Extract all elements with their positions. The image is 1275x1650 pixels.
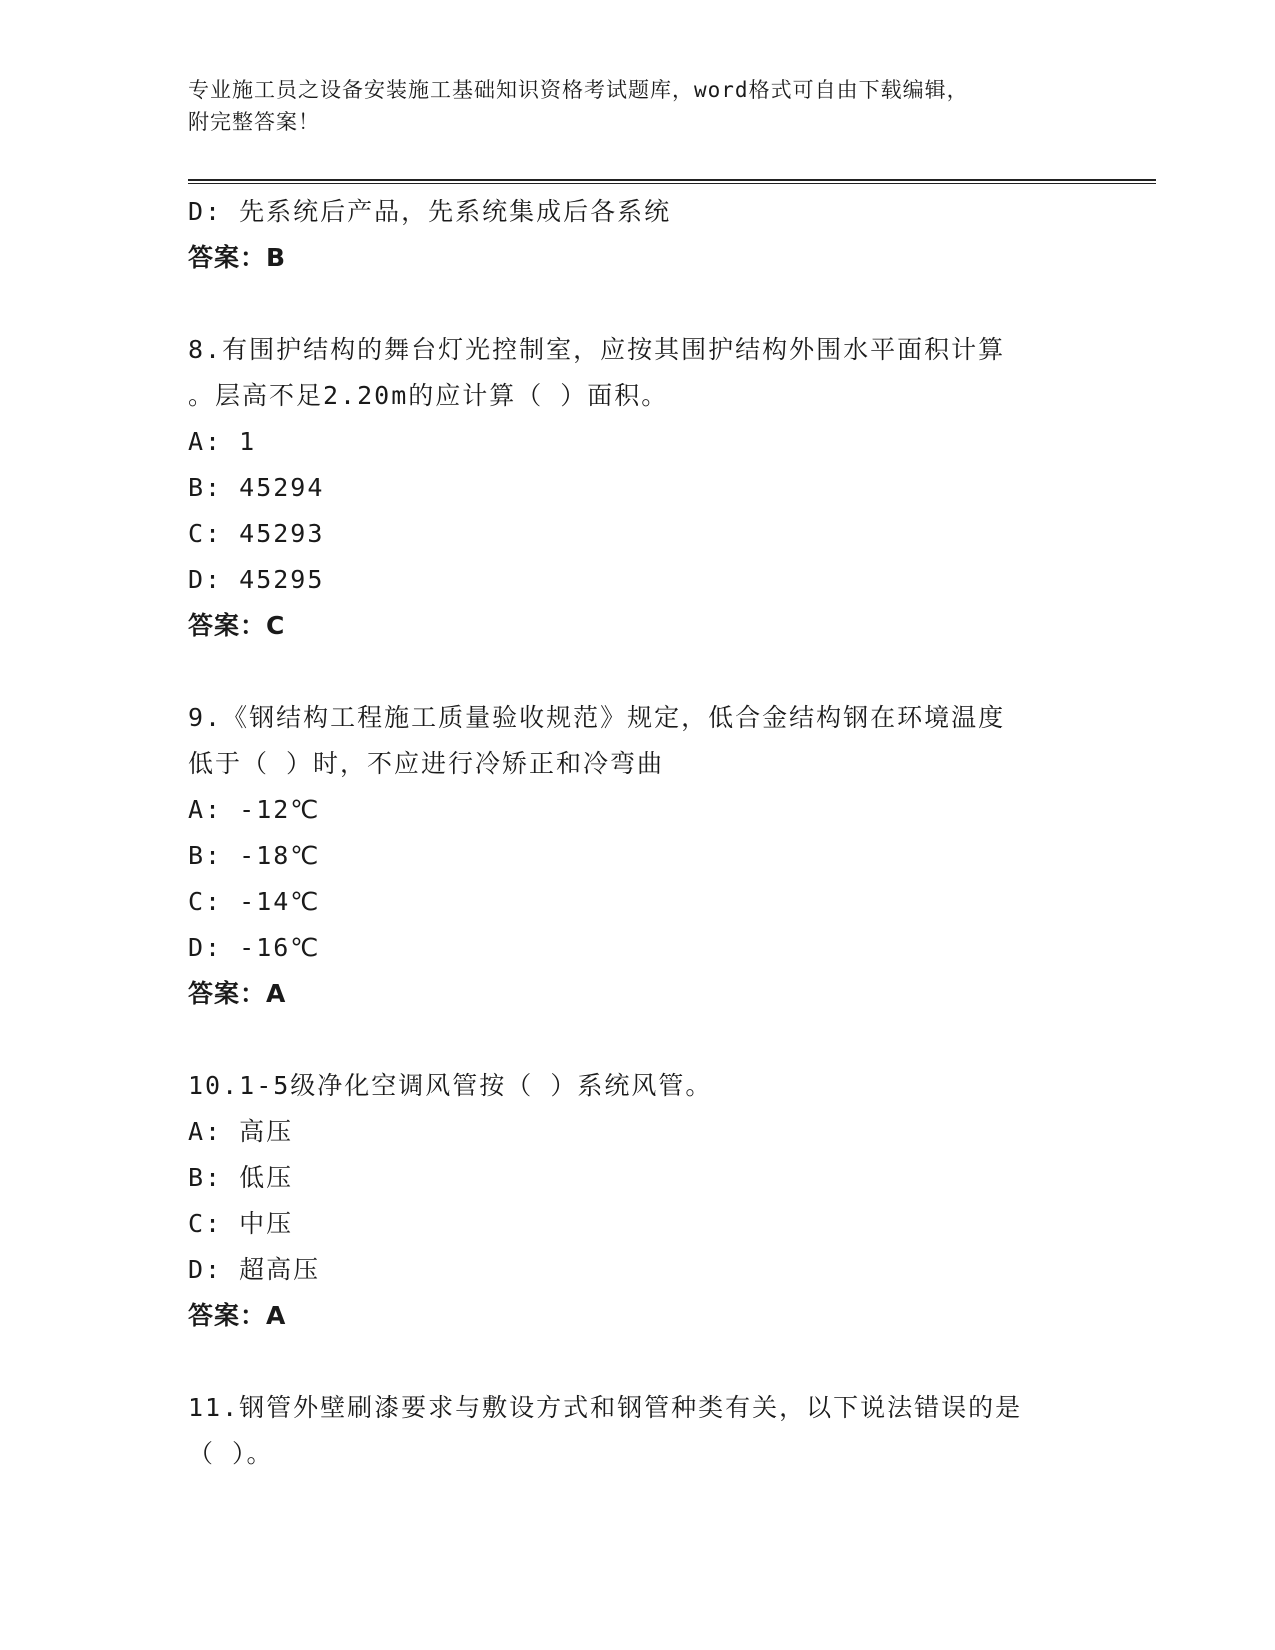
- option-a: A: 高压: [188, 1117, 294, 1146]
- answer-line: 答案：A: [188, 1301, 287, 1330]
- option-a: A: 1: [188, 427, 257, 456]
- answer-line: 答案：B: [188, 243, 287, 272]
- document-header: [188, 74, 1068, 138]
- option-c: C: 45293: [188, 519, 325, 548]
- option-c: C: -14℃: [188, 887, 321, 916]
- option-b: B: 45294: [188, 473, 325, 502]
- option-a: A: -12℃: [188, 795, 321, 824]
- header-line-2: 附完整答案！: [188, 110, 320, 134]
- question-list: [188, 189, 1088, 1477]
- option-d: D: 45295: [188, 565, 325, 594]
- question-9: [188, 695, 1088, 1017]
- answer-line: 答案：C: [188, 611, 286, 640]
- answer-line: 答案：A: [188, 979, 287, 1008]
- spacer: [188, 1339, 1088, 1385]
- option-c: C: 中压: [188, 1209, 294, 1238]
- option-d: D: 先系统后产品，先系统集成后各系统: [188, 197, 672, 226]
- question-text-line-2: 。层高不足2.20m的应计算（ ）面积。: [188, 381, 669, 410]
- question-text-line-1: 8.有围护结构的舞台灯光控制室，应按其围护结构外围水平面积计算: [188, 335, 1006, 364]
- option-d: D: -16℃: [188, 933, 321, 962]
- question-10: [188, 1063, 1088, 1339]
- spacer: [188, 649, 1088, 695]
- question-text-line-1: 11.钢管外壁刷漆要求与敷设方式和钢管种类有关，以下说法错误的是: [188, 1393, 1023, 1422]
- question-11: [188, 1385, 1088, 1477]
- header-divider-thick: [188, 179, 1156, 181]
- question-text-line-2: （ ）。: [188, 1439, 274, 1468]
- header-divider-thin: [188, 183, 1156, 184]
- question-text-line-2: 低于（ ）时，不应进行冷矫正和冷弯曲: [188, 749, 665, 778]
- option-b: B: -18℃: [188, 841, 321, 870]
- question-8: [188, 327, 1088, 649]
- question-text-line-1: 10.1-5级净化空调风管按（ ）系统风管。: [188, 1071, 713, 1100]
- spacer: [188, 281, 1088, 327]
- question-7-tail: [188, 189, 1088, 281]
- spacer: [188, 1017, 1088, 1063]
- question-text-line-1: 9.《钢结构工程施工质量验收规范》规定，低合金结构钢在环境温度: [188, 703, 1006, 732]
- option-d: D: 超高压: [188, 1255, 321, 1284]
- header-line-1: 专业施工员之设备安装施工基础知识资格考试题库，word格式可自由下载编辑，: [188, 78, 969, 102]
- option-b: B: 低压: [188, 1163, 294, 1192]
